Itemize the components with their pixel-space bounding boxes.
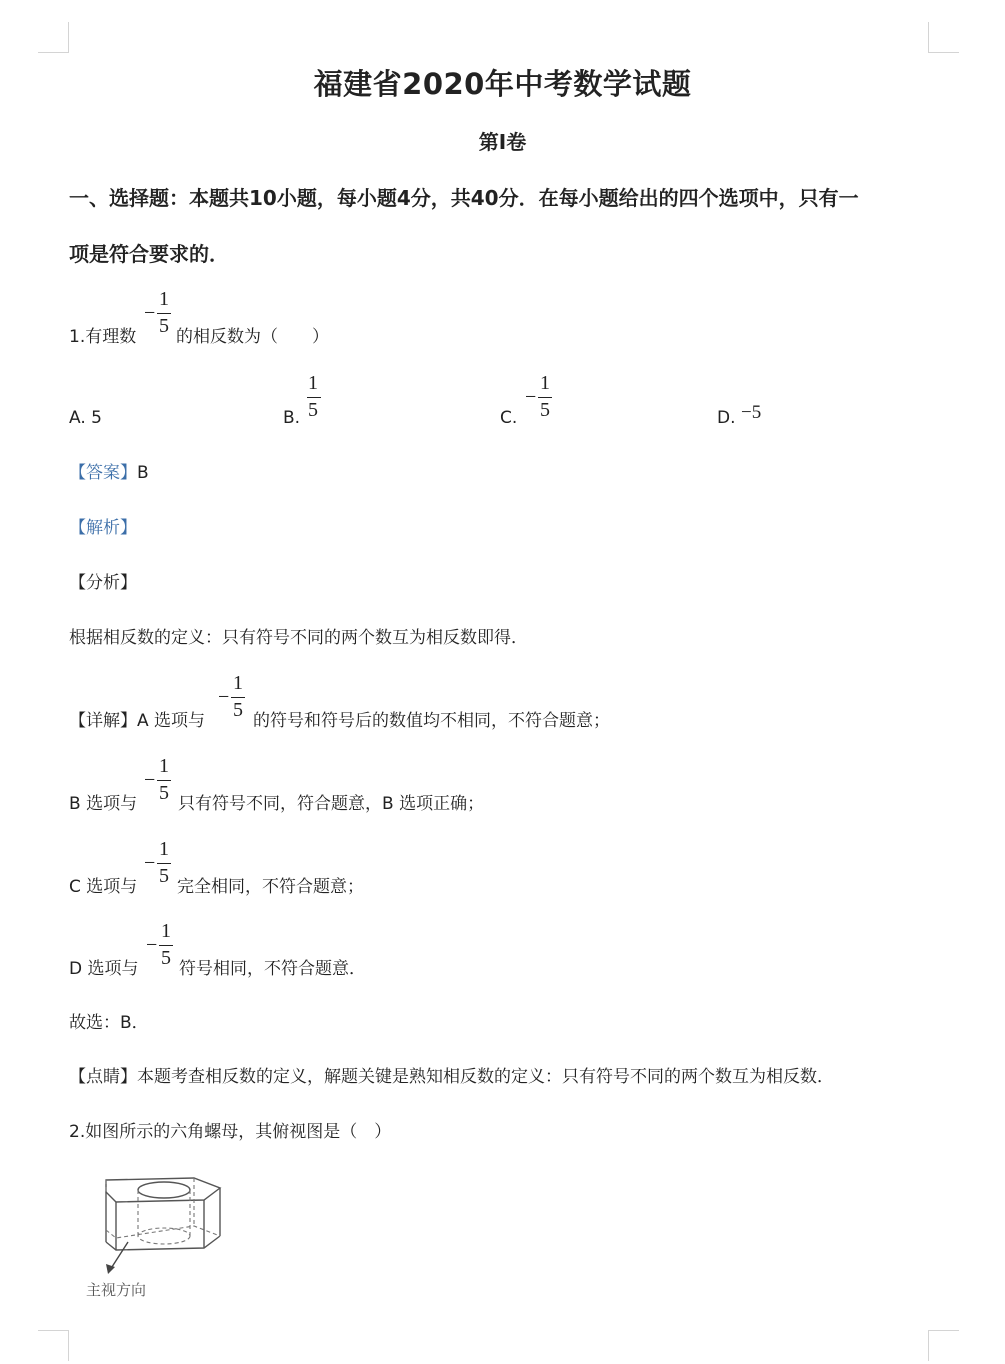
detail-a-prefix: 【详解】A 选项与 — [69, 711, 206, 731]
fraction-denominator: 5 — [161, 947, 171, 969]
question-1-prefix: 1.有理数 — [69, 327, 137, 347]
figure-caption: 主视方向 — [86, 1281, 147, 1299]
corner-mark-top-right — [928, 22, 959, 53]
fraction-numerator: 1 — [159, 838, 169, 860]
question-2-stem: 2.如图所示的六角螺母，其俯视图是（ ） — [69, 1122, 392, 1142]
question-1-suffix: 的相反数为（ ） — [176, 327, 329, 347]
fraction-bar — [157, 780, 171, 781]
fraction-denominator: 5 — [159, 315, 169, 337]
section-instructions-line-1: 一、选择题：本题共10小题，每小题4分，共40分．在每小题给出的四个选项中，只有一 — [69, 186, 859, 210]
hole-bottom-ellipse — [138, 1228, 190, 1244]
dianjing-summary: 【点睛】本题考查相反数的定义，解题关键是熟知相反数的定义：只有符号不同的两个数互为相反数． — [69, 1067, 834, 1087]
answer-label: 【答案】 — [69, 463, 137, 483]
fraction-numerator: 1 — [159, 288, 169, 310]
document-title: 福建省2020年中考数学试题 — [313, 67, 692, 101]
corner-mark-bottom-left — [38, 1330, 69, 1361]
fraction-numerator: 1 — [233, 672, 243, 694]
detail-b-prefix: B 选项与 — [69, 794, 138, 814]
corner-mark-top-left — [38, 22, 69, 53]
view-direction-arrow-line — [110, 1242, 128, 1270]
fraction-bar — [157, 313, 171, 314]
fraction-numerator: 1 — [161, 920, 171, 942]
fraction-denominator: 5 — [159, 782, 169, 804]
fraction-sign: − — [144, 302, 156, 324]
fraction-sign: − — [144, 769, 156, 791]
fraction-bar — [538, 397, 552, 398]
option-d-label: D. — [717, 408, 736, 428]
option-a: A. 5 — [69, 408, 102, 428]
fraction-sign: − — [146, 934, 158, 956]
final-choice: 故选：B． — [69, 1013, 149, 1033]
hex-nut-figure — [84, 1168, 234, 1308]
fraction-bar — [159, 945, 173, 946]
detail-c-text: 完全相同，不符合题意； — [177, 877, 364, 897]
fraction-sign: − — [525, 386, 537, 408]
corner-mark-bottom-right — [928, 1330, 959, 1361]
fraction-bar — [307, 397, 321, 398]
fraction-numerator: 1 — [540, 372, 550, 394]
fraction-denominator: 5 — [159, 865, 169, 887]
volume-heading: 第I卷 — [478, 130, 527, 154]
fraction-denominator: 5 — [233, 699, 243, 721]
detail-c-prefix: C 选项与 — [69, 877, 138, 897]
detail-d-text: 符号相同，不符合题意． — [179, 959, 366, 979]
fraction-denominator: 5 — [540, 399, 550, 421]
fraction-sign: − — [218, 686, 230, 708]
answer-row — [69, 458, 149, 483]
option-d-value: −5 — [741, 402, 762, 423]
detail-a-text: 的符号和符号后的数值均不相同，不符合题意； — [253, 711, 610, 731]
fraction-sign: − — [144, 852, 156, 874]
detail-d-prefix: D 选项与 — [69, 959, 139, 979]
section-instructions-line-2: 项是符合要求的． — [69, 242, 229, 266]
fenxi-text: 根据相反数的定义：只有符号不同的两个数互为相反数即得． — [69, 628, 528, 648]
option-b-label: B. — [283, 408, 301, 428]
fraction-numerator: 1 — [159, 755, 169, 777]
fraction-bar — [231, 697, 245, 698]
fraction-denominator: 5 — [308, 399, 318, 421]
nut-bottom-visible — [106, 1236, 220, 1250]
fenxi-label: 【分析】 — [69, 573, 137, 593]
fraction-numerator: 1 — [308, 372, 318, 394]
hole-top-ellipse — [138, 1182, 190, 1198]
fraction-bar — [157, 863, 171, 864]
analysis-label: 【解析】 — [69, 518, 137, 538]
detail-b-text: 只有符号不同，符合题意，B 选项正确； — [178, 794, 485, 814]
answer-value: B — [137, 463, 149, 483]
option-c-label: C. — [500, 408, 518, 428]
